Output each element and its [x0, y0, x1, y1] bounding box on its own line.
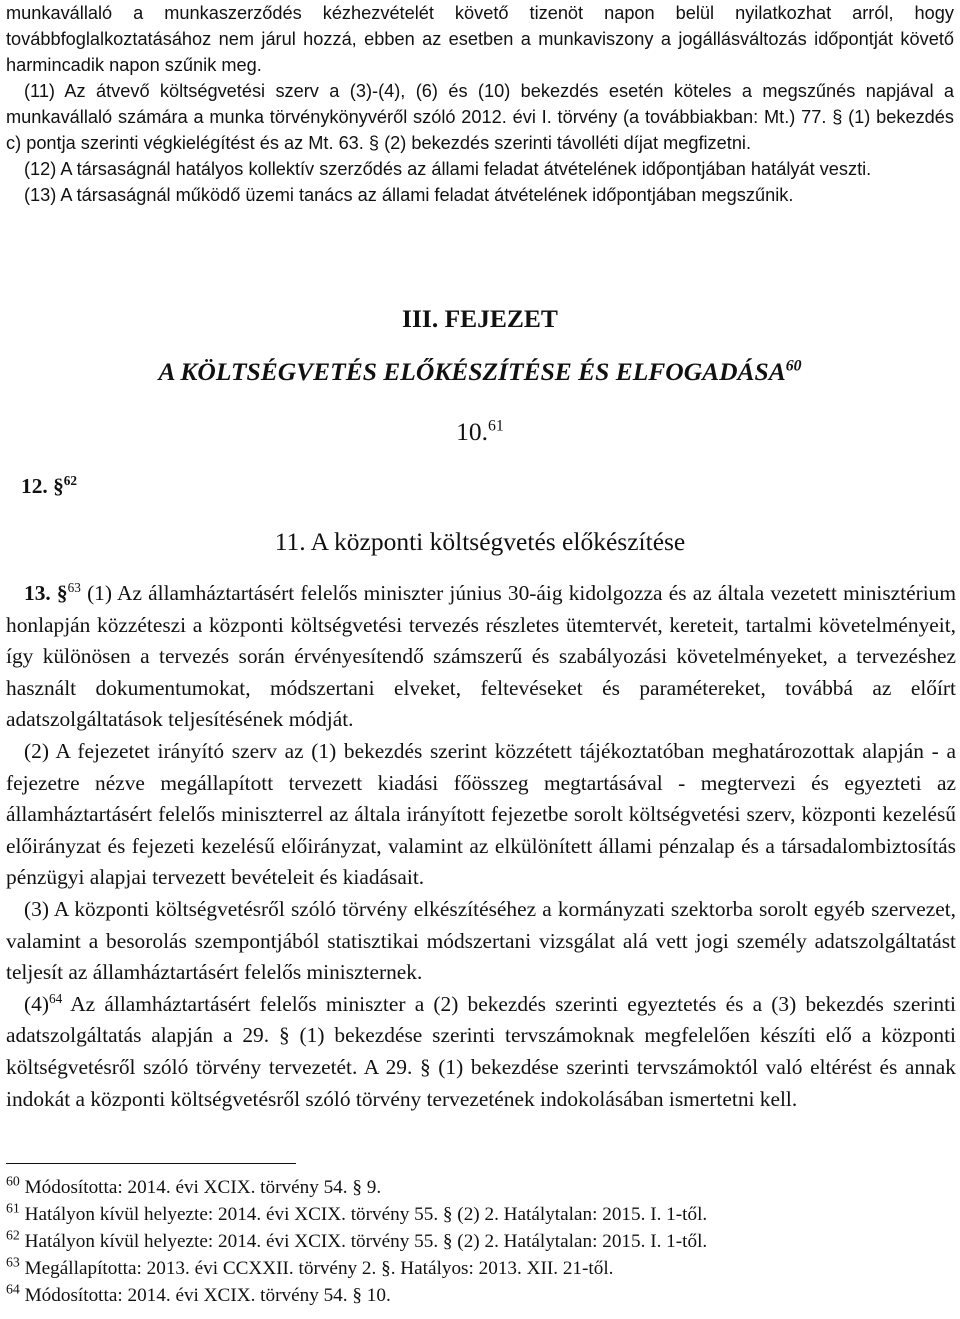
paragraph-11: (11) Az átvevő költségvetési szerv a (3)-(4), (6) és (10) bekezdés esetén köteles a megszűnés napjával a munkavállaló számára a munka törvénykönyvéről szóló 2012. évi I. törvény (a továbbiakban: Mt.) 77. § (1) bekezdés c) pontja szerinti végkielégítést és az Mt. 63. § (2) bekezdés szerinti távolléti díjat megfizetni. [6, 81, 954, 153]
section-12-heading [21, 471, 77, 501]
footnote-62 [6, 1228, 954, 1255]
footnote-separator [6, 1163, 296, 1164]
chapter-title [0, 354, 960, 390]
section-12-label: 12. § [21, 474, 64, 498]
section-10-label: 10. [456, 417, 489, 446]
section-13-label: 13. § [24, 581, 68, 605]
footnote-64 [6, 1282, 954, 1309]
paragraph-12: (12) A társaságnál hatályos kollektív szerződés az állami feladat átvételének időpontjában hatályát veszti. [24, 159, 872, 179]
footnote-63 [6, 1255, 954, 1282]
section-13-paragraph-4-text: Az államháztartásért felelős miniszter a (2) bekezdés szerinti egyeztetés és a (3) bekezdés szerinti adatszolgáltatás alapján a 29. § (1) bekezdése szerinti tervszámoknak megfelelően készíti elő a központi költségvetésről szóló törvény tervezetét. A 29. § (1) bekezdése szerinti tervszámoktól való eltérést és annak indokát a központi költségvetésről szóló törvény tervezetének indokolásában ismertetni kell. [6, 991, 956, 1111]
footnote-ref-60[interactable]: 60 [785, 357, 802, 375]
section-13-paragraph-2: (2) A fejezetet irányító szerv az (1) bekezdés szerint közzétett tájékoztatóban meghatározottak alapján - a fejezetre nézve megállapított tervezett kiadási főösszeg megtartásával - megtervezi és egyezteti az államháztartásért felelős miniszterrel az általa irányított fejezetbe sorolt költségvetési szerv, központi kezelésű előirányzat és fejezeti kezelésű előirányzat, valamint az elkülönített állami pénzalap és a társadalombiztosítás pénzügyi alapjai tervezett bevételeit és kiadásait. [6, 738, 956, 890]
section-10-heading [0, 414, 960, 450]
footnote-61 [6, 1201, 954, 1228]
footnote-number: 62 [6, 1227, 20, 1243]
footnote-ref-61[interactable]: 61 [488, 417, 504, 435]
section-13-paragraph-1-text: (1) Az államháztartásért felelős miniszter június 30-áig kidolgozza és az általa vezetett minisztérium honlapján közzéteszi a központi költségvetési tervezés részletes ütemtervét, kereteit, tartalmi követelményeit, így különösen a tervezés során érvényesítendő számszerű és szabályozási követelményeket, a tervezéshez használt dokumentumokat, módszertani elveket, feltevéseket és paramétereket, továbbá az előírt adatszolgáltatások teljesítésének módját. [6, 581, 956, 732]
footnote-ref-63[interactable]: 63 [67, 579, 81, 595]
footnote-60 [6, 1174, 954, 1201]
footnote-number: 64 [6, 1281, 20, 1297]
footnote-ref-64[interactable]: 64 [48, 990, 63, 1006]
paragraph-13: (13) A társaságnál működő üzemi tanács az állami feladat átvételének időpontjában megszűnik. [24, 185, 794, 205]
footnote-text: Megállapította: 2013. évi CCXXII. törvény 2. §. Hatályos: 2013. XII. 21-től. [24, 1258, 614, 1279]
footnotes [6, 1174, 954, 1309]
section-13-block [6, 578, 956, 1115]
footnote-text: Hatályon kívül helyezte: 2014. évi XCIX. törvény 55. § (2) 2. Hatálytalan: 2015. I. 1-től. [24, 1231, 708, 1252]
section-13-paragraph-4-label: (4) [24, 991, 49, 1016]
intro-block [6, 0, 954, 208]
section-13-paragraph-1 [6, 578, 956, 736]
section-13-paragraph-3: (3) A központi költségvetésről szóló törvény elkészítéséhez a kormányzati szektorba sorolt egyéb szervezet, valamint a besorolás szempontjából statisztikai módszertani vizsgálat alá vett jogi személy adatszolgáltatást teljesít az államháztartásért felelős miniszternek. [6, 896, 956, 985]
chapter-heading: III. FEJEZET [402, 304, 558, 333]
footnote-text: Hatályon kívül helyezte: 2014. évi XCIX. törvény 55. § (2) 2. Hatálytalan: 2015. I. 1-től. [24, 1204, 708, 1225]
paragraph-continuation: munkavállaló a munkaszerződés kézhezvételét követő tizenöt napon belül nyilatkozhat arról, hogy továbbfoglalkoztatásához nem járul hozzá, ebben az esetben a munkaviszony a jogállásváltozás időpontját követő harmincadik napon szűnik meg. [6, 3, 954, 75]
footnote-text: Módosította: 2014. évi XCIX. törvény 54. § 9. [24, 1177, 382, 1198]
footnote-ref-62[interactable]: 62 [63, 472, 78, 488]
chapter-title-text: A KÖLTSÉGVETÉS ELŐKÉSZÍTÉSE ÉS ELFOGADÁSA [158, 357, 786, 386]
footnote-number: 63 [6, 1254, 20, 1270]
footnote-number: 60 [6, 1173, 20, 1189]
footnote-text: Módosította: 2014. évi XCIX. törvény 54. § 10. [24, 1285, 391, 1306]
section-11-heading: 11. A központi költségvetés előkészítése [274, 527, 686, 556]
footnote-number: 61 [6, 1200, 20, 1216]
section-13-paragraph-4 [6, 989, 956, 1115]
